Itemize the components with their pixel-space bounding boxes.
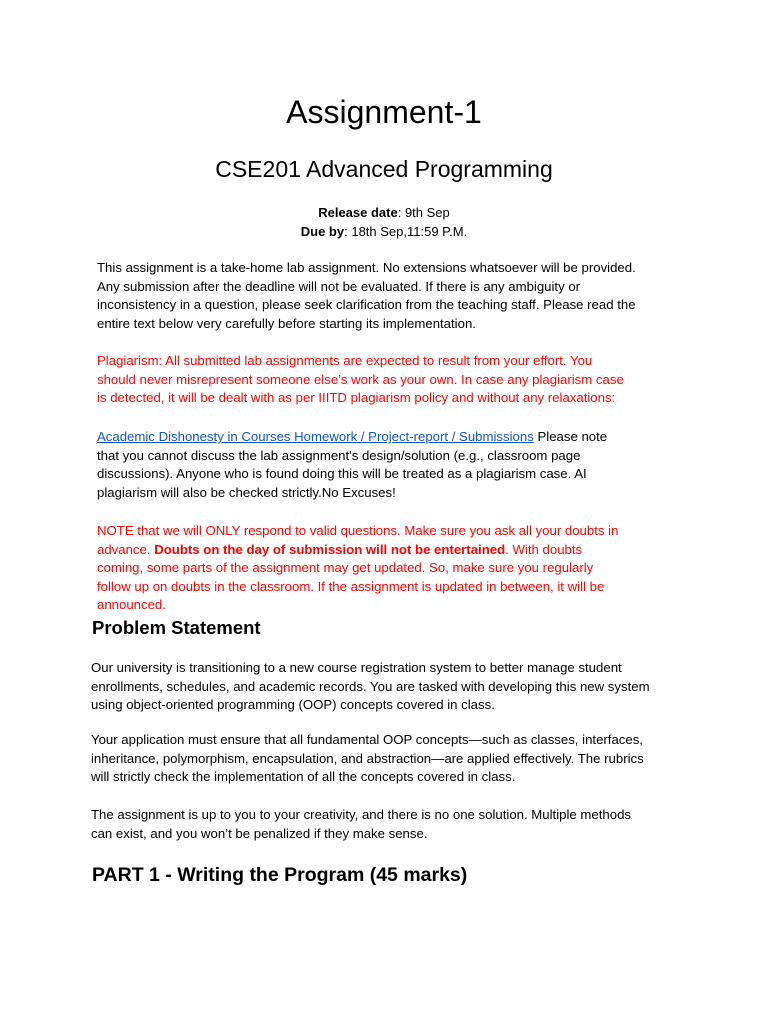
problem-line: using object-oriented programming (OOP) concepts covered in class. [91, 697, 495, 713]
note-line: NOTE that we will ONLY respond to valid questions. Make sure you ask all your doubts in [97, 523, 619, 538]
due-date-value: : 18th Sep,11:59 P.M. [344, 224, 468, 239]
problem-paragraph-3 [91, 806, 631, 843]
note-line: announced. [97, 597, 166, 613]
intro-line: This assignment is a take-home lab assignment. No extensions whatsoever will be provided. [97, 260, 636, 275]
plagiarism-line: is detected, it will be dealt with as per IIITD plagiarism policy and without any relaxations: [97, 390, 616, 406]
problem-line: inheritance, polymorphism, encapsulation, and abstraction—are applied effectively. The rubrics [91, 750, 644, 766]
plagiarism-line: should never misrepresent someone else’s work as your own. In case any plagiarism case [97, 371, 624, 387]
intro-line: inconsistency in a question, please seek clarification from the teaching staff. Please read the [97, 297, 636, 313]
release-date-value: : 9th Sep [397, 205, 450, 220]
document-title: Assignment-1 [286, 94, 482, 130]
intro-line: Any submission after the deadline will not be evaluated. If there is any ambiguity or [97, 278, 581, 294]
problem-paragraph-1 [91, 659, 650, 715]
dishonesty-line: discussions). Anyone who is found doing this will be treated as a plagiarism case. AI [97, 466, 587, 482]
release-date-line [0, 204, 768, 222]
note-bold-warning: Doubts on the day of submission will not be entertained [154, 541, 506, 557]
problem-line: The assignment is up to you to your creativity, and there is no one solution. Multiple methods [91, 807, 631, 822]
note-line: follow up on doubts in the classroom. If the assignment is updated in between, it will be [97, 578, 605, 594]
intro-paragraph [97, 259, 636, 333]
plagiarism-line: Plagiarism: All submitted lab assignments are expected to result from your effort. You [97, 353, 593, 368]
problem-line: enrollments, schedules, and academic records. You are tasked with developing this new system [91, 678, 650, 694]
problem-line: can exist, and you won’t be penalized if they make sense. [91, 825, 428, 841]
note-paragraph [97, 522, 618, 615]
course-subtitle: CSE201 Advanced Programming [215, 156, 553, 182]
dishonesty-paragraph [97, 428, 607, 502]
due-date-label: Due by [300, 224, 345, 239]
academic-dishonesty-link[interactable]: Academic Dishonesty in Courses Homework / Project-report / Submissions [97, 429, 534, 444]
note-line-2 [97, 541, 618, 560]
problem-paragraph-2 [91, 731, 644, 787]
part1-heading: PART 1 - Writing the Program (45 marks) [92, 864, 468, 886]
due-date-line [0, 223, 768, 241]
problem-line: will strictly check the implementation of all the concepts covered in class. [91, 769, 516, 785]
intro-line: entire text below very carefully before starting its implementation. [97, 315, 476, 331]
note-advance-text: advance. [97, 541, 155, 557]
problem-statement-heading: Problem Statement [92, 617, 261, 638]
dishonesty-after-link: Please note [533, 429, 608, 444]
problem-line: Our university is transitioning to a new course registration system to better manage student [91, 660, 622, 675]
release-date-label: Release date [318, 205, 398, 220]
dishonesty-line: that you cannot discuss the lab assignment's design/solution (e.g., classroom page [97, 447, 581, 463]
note-with-doubts-text: . With doubts [505, 541, 583, 557]
plagiarism-paragraph [97, 352, 624, 408]
dishonesty-line: plagiarism will also be checked strictly.No Excuses! [97, 484, 396, 500]
note-line: coming, some parts of the assignment may get updated. So, make sure you regularly [97, 560, 594, 576]
dishonesty-first-line [97, 428, 607, 447]
problem-line: Your application must ensure that all fundamental OOP concepts—such as classes, interfaces, [91, 732, 643, 747]
